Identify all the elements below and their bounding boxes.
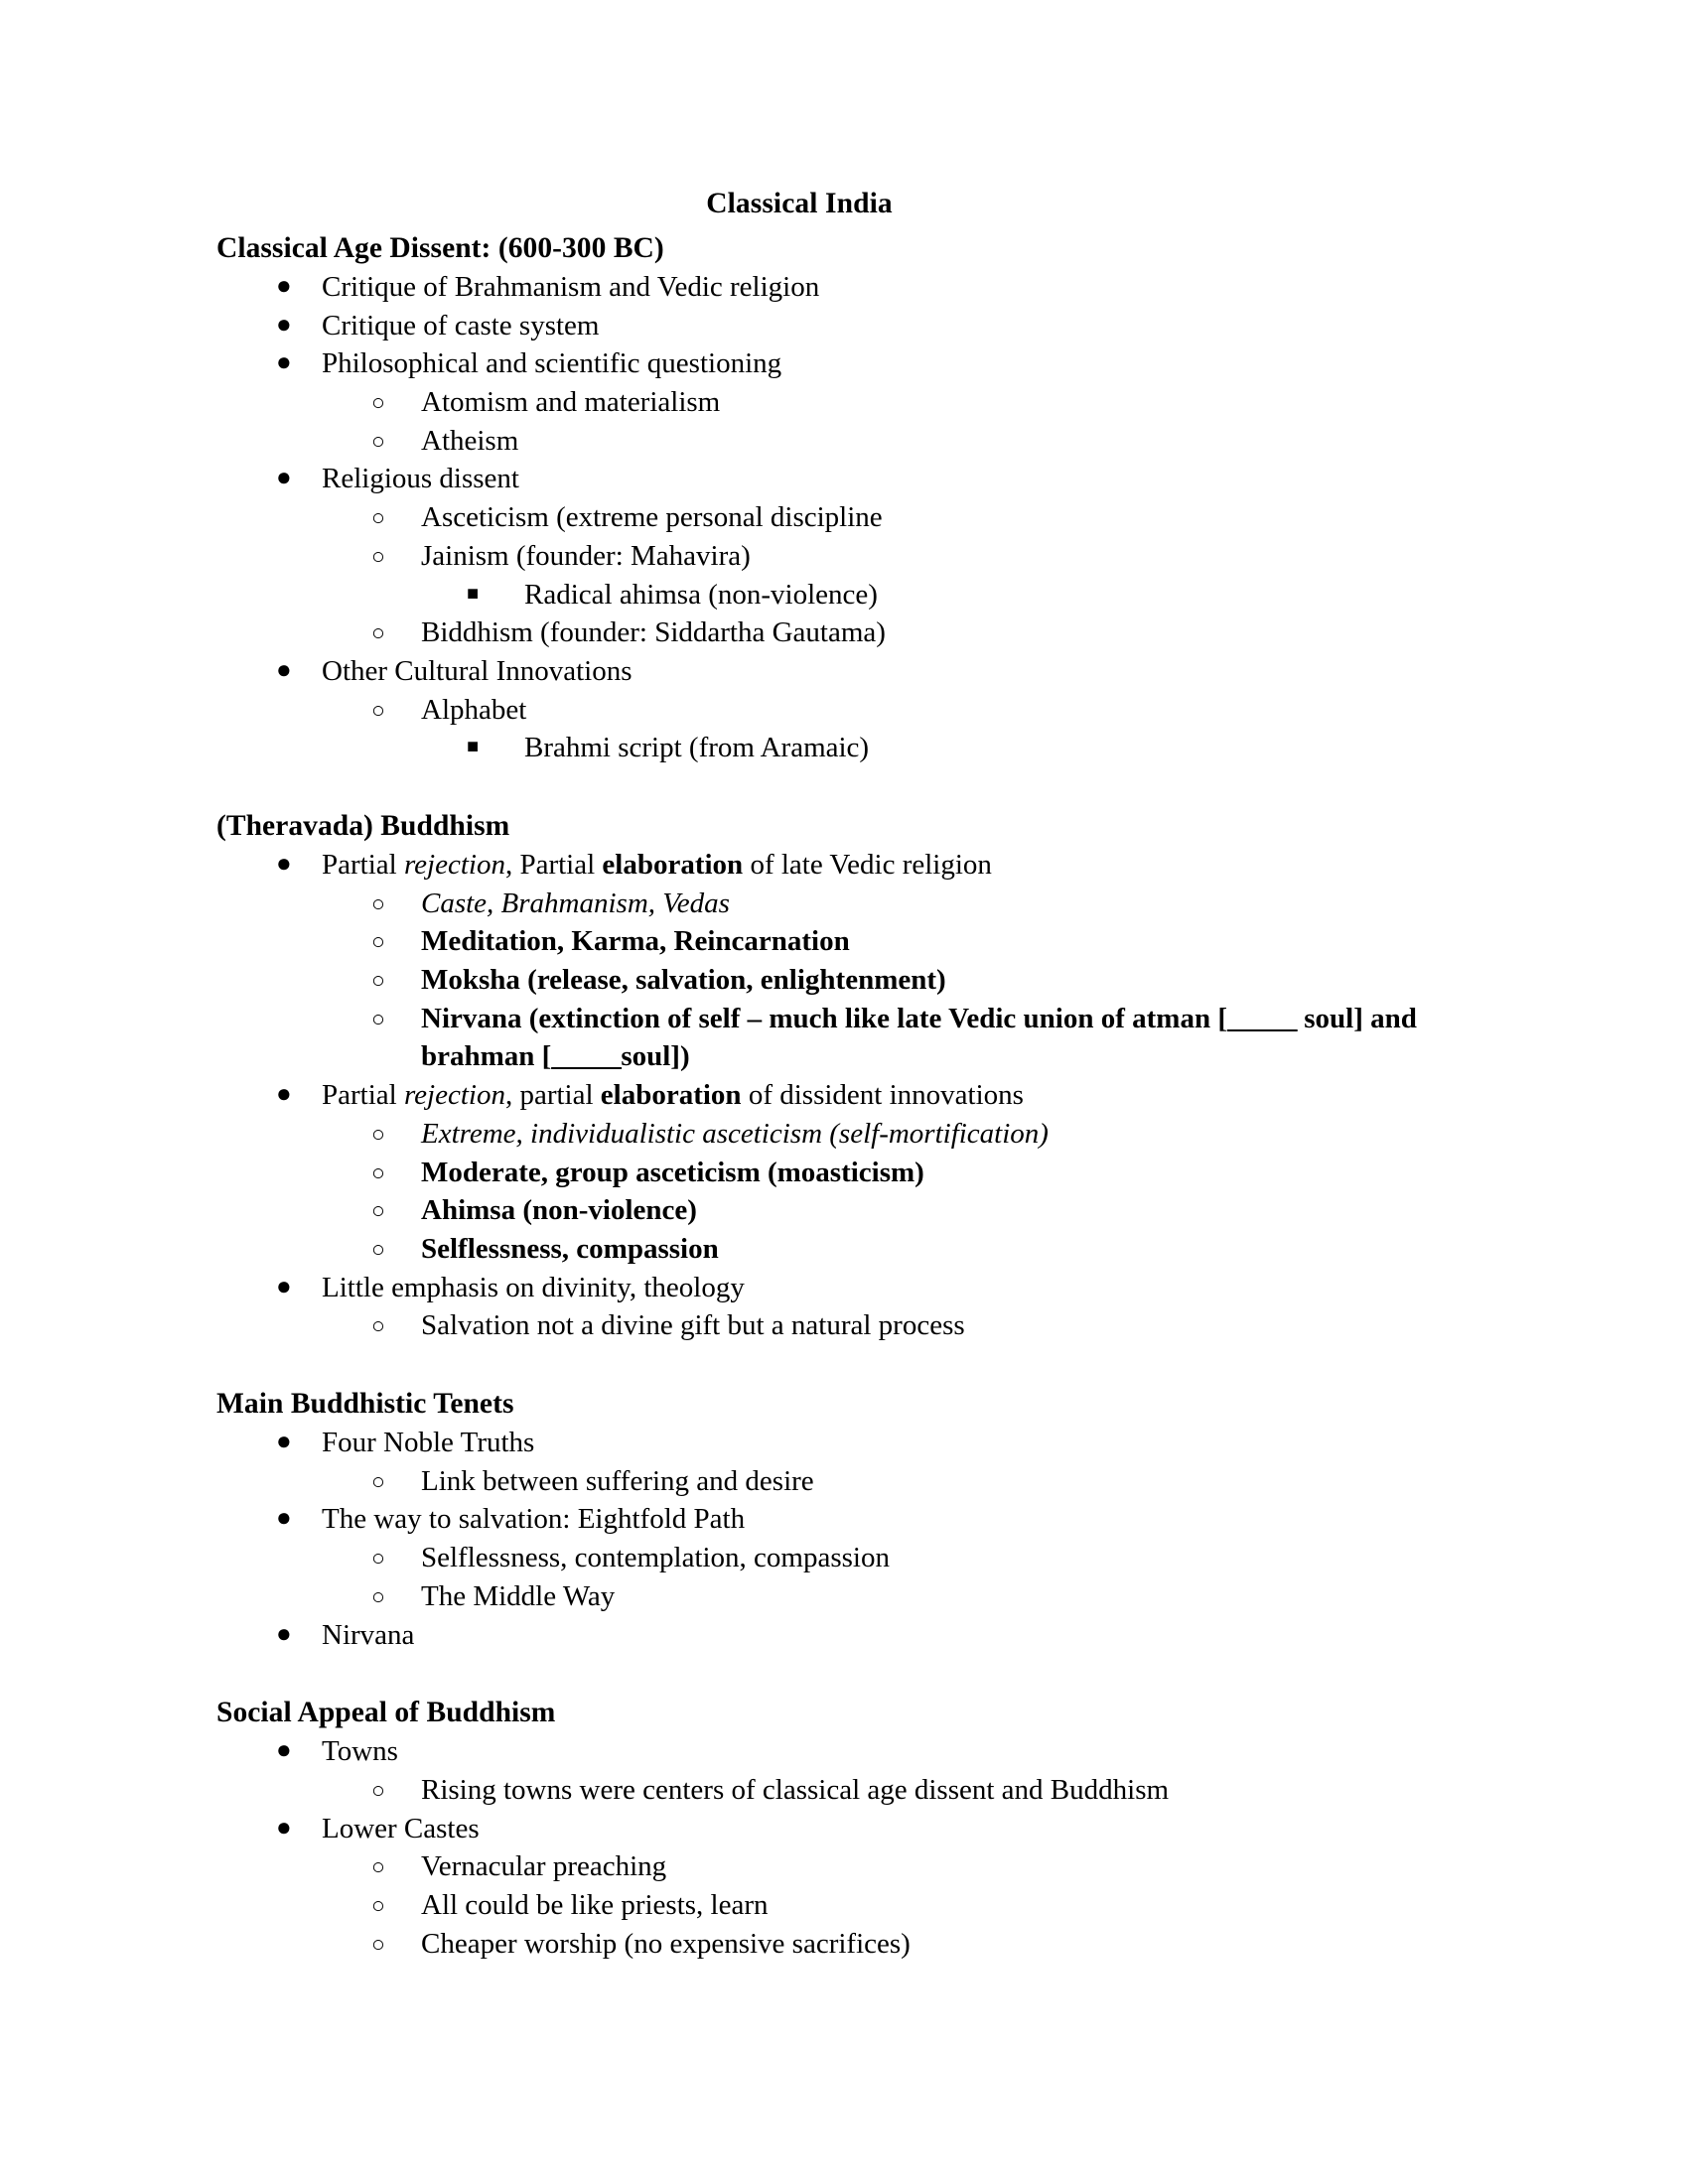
item-text: Religious dissent xyxy=(322,463,519,495)
outline-item-text xyxy=(421,616,886,648)
circle-bullet-icon: ○ xyxy=(371,697,385,723)
item-text: Selflessness, contemplation, compassion xyxy=(421,1542,890,1574)
item-text: Nirvana xyxy=(322,1618,415,1651)
text-run: _____ xyxy=(1227,1002,1297,1034)
outline-item-row xyxy=(216,1115,1499,1154)
circle-bullet-icon: ○ xyxy=(371,1854,385,1880)
outline-item-text xyxy=(322,310,599,341)
outline-item-text xyxy=(322,347,781,379)
disc-bullet-icon: ● xyxy=(276,1079,292,1109)
disc-bullet-icon: ● xyxy=(276,1427,292,1456)
outline-item-text xyxy=(421,1774,1169,1806)
item-text: Biddhism (founder: Siddartha Gautama) xyxy=(421,616,886,649)
outline-list-level-3 xyxy=(216,576,1499,614)
outline-list-level-2 xyxy=(216,498,1499,652)
outline-item-row xyxy=(216,729,1499,767)
disc-bullet-icon: ● xyxy=(276,848,292,878)
outline-item-text xyxy=(421,1928,911,1960)
item-text: Jainism (founder: Mahavira) xyxy=(421,539,751,572)
text-run: elaboration xyxy=(602,848,744,881)
outline-item xyxy=(216,1000,1499,1076)
outline-item xyxy=(216,729,1499,767)
text-run: , Partial xyxy=(504,848,603,881)
outline-item-row xyxy=(216,1500,1499,1539)
outline-item xyxy=(216,1539,1499,1577)
document-body xyxy=(189,185,1499,1963)
text-run: of dissident innovations xyxy=(741,1079,1024,1112)
item-text: Ahimsa (non-violence) xyxy=(421,1194,697,1227)
outline-item-row xyxy=(216,576,1499,614)
outline-item-text xyxy=(421,1850,666,1882)
section-spacer xyxy=(216,1345,1499,1385)
outline-item-row xyxy=(216,614,1499,652)
section-heading: Main Buddhistic Tenets xyxy=(216,1388,514,1421)
circle-bullet-icon: ○ xyxy=(371,1121,385,1147)
outline-item xyxy=(216,922,1499,961)
item-text: Moksha (release, salvation, enlightenment) xyxy=(421,964,946,997)
outline-item-text xyxy=(322,655,633,687)
outline-item-row xyxy=(216,1462,1499,1501)
text-run: _____ xyxy=(551,1040,622,1073)
outline-item xyxy=(216,576,1499,614)
outline-item xyxy=(216,1886,1499,1925)
text-run: soul] and brahman [ xyxy=(421,1002,1417,1073)
disc-bullet-icon: ● xyxy=(276,463,292,492)
outline-item-text xyxy=(322,1735,398,1767)
outline-item-text xyxy=(322,1813,480,1844)
disc-bullet-icon: ● xyxy=(276,270,292,300)
circle-bullet-icon: ○ xyxy=(371,505,385,531)
section-heading: (Theravada) Buddhism xyxy=(216,810,510,843)
disc-bullet-icon: ● xyxy=(276,1735,292,1765)
disc-bullet-icon: ● xyxy=(276,1812,292,1842)
outline-item-row xyxy=(216,344,1499,383)
outline-item-row xyxy=(216,1847,1499,1886)
item-text: Four Noble Truths xyxy=(322,1427,535,1459)
item-text: Selflessness, compassion xyxy=(421,1232,719,1265)
outline-list-level-2 xyxy=(216,1462,1499,1501)
circle-bullet-icon: ○ xyxy=(371,543,385,569)
outline-item-row xyxy=(216,922,1499,961)
outline-list-level-1 xyxy=(216,846,1499,1345)
outline-item-row xyxy=(216,1076,1499,1115)
item-text: Salvation not a divine gift but a natural process xyxy=(421,1309,965,1342)
circle-bullet-icon: ○ xyxy=(371,1236,385,1262)
circle-bullet-icon: ○ xyxy=(371,1006,385,1031)
item-text: Alphabet xyxy=(421,693,527,726)
outline-list-level-1 xyxy=(216,268,1499,767)
text-run: Partial xyxy=(322,1079,404,1112)
item-text: Rising towns were centers of classical age dissent and Buddhism xyxy=(421,1773,1170,1806)
outline-item-row xyxy=(216,1732,1499,1771)
item-text: Radical ahimsa (non-violence) xyxy=(524,578,878,611)
outline-item-text xyxy=(421,386,720,418)
outline-item xyxy=(216,1810,1499,1848)
circle-bullet-icon: ○ xyxy=(371,929,385,955)
circle-bullet-icon: ○ xyxy=(371,1777,385,1803)
outline-item xyxy=(216,846,1499,885)
outline-item xyxy=(216,537,1499,576)
outline-list-level-2 xyxy=(216,885,1499,1077)
circle-bullet-icon: ○ xyxy=(371,1583,385,1609)
item-text: Moderate, group asceticism (moasticism) xyxy=(421,1156,924,1188)
outline-item-text xyxy=(322,1619,414,1651)
outline-item-row xyxy=(216,1230,1499,1269)
sections-container xyxy=(216,229,1499,1963)
outline-item xyxy=(216,1191,1499,1230)
item-text: Brahmi script (from Aramaic) xyxy=(524,732,870,764)
circle-bullet-icon: ○ xyxy=(371,890,385,916)
outline-item-text xyxy=(421,1233,719,1265)
outline-item-row xyxy=(216,1154,1499,1192)
outline-item-text xyxy=(421,887,730,919)
outline-item xyxy=(216,1154,1499,1192)
outline-item-text xyxy=(421,1309,965,1341)
disc-bullet-icon: ● xyxy=(276,1618,292,1648)
outline-item xyxy=(216,1269,1499,1307)
circle-bullet-icon: ○ xyxy=(371,1313,385,1339)
item-text: Towns xyxy=(322,1735,398,1768)
outline-item-text xyxy=(322,271,819,303)
circle-bullet-icon: ○ xyxy=(371,1546,385,1571)
disc-bullet-icon: ● xyxy=(276,347,292,377)
outline-item-row xyxy=(216,885,1499,923)
text-run: of late Vedic religion xyxy=(743,848,992,881)
circle-bullet-icon: ○ xyxy=(371,1893,385,1918)
outline-item-text xyxy=(322,463,519,494)
outline-item xyxy=(216,1847,1499,1886)
item-text: Vernacular preaching xyxy=(421,1850,667,1883)
outline-item xyxy=(216,1424,1499,1462)
outline-item-row xyxy=(216,1810,1499,1848)
outline-item-text xyxy=(322,1503,745,1535)
outline-item xyxy=(216,1925,1499,1964)
outline-item-row xyxy=(216,460,1499,498)
item-text: Caste, Brahmanism, Vedas xyxy=(421,887,730,919)
disc-bullet-icon: ● xyxy=(276,1271,292,1300)
text-run: rejection xyxy=(403,1079,505,1112)
outline-item-text xyxy=(421,925,850,957)
outline-item-row xyxy=(216,1424,1499,1462)
section-spacer xyxy=(216,1654,1499,1694)
circle-bullet-icon: ○ xyxy=(371,428,385,454)
outline-list-level-2 xyxy=(216,1539,1499,1615)
outline-item-row xyxy=(216,1616,1499,1655)
outline-item xyxy=(216,1462,1499,1501)
item-text: Critique of caste system xyxy=(322,309,600,341)
outline-item xyxy=(216,1577,1499,1616)
outline-item xyxy=(216,652,1499,691)
outline-item-text xyxy=(322,1079,1024,1111)
outline-item xyxy=(216,307,1499,345)
outline-item-text xyxy=(421,1003,1417,1073)
outline-item-text xyxy=(421,1889,769,1921)
item-text: Other Cultural Innovations xyxy=(322,654,633,687)
outline-item xyxy=(216,1230,1499,1269)
outline-item-row xyxy=(216,1191,1499,1230)
text-run: rejection xyxy=(403,848,505,881)
text-run: Nirvana (extinction of self – much like late Vedic union of atman [ xyxy=(421,1002,1227,1034)
item-text: Atheism xyxy=(421,424,519,457)
outline-item xyxy=(216,885,1499,923)
outline-item-row xyxy=(216,498,1499,537)
outline-item xyxy=(216,614,1499,652)
outline-item-text xyxy=(524,732,869,763)
circle-bullet-icon: ○ xyxy=(371,620,385,646)
outline-item xyxy=(216,961,1499,1000)
outline-item-row xyxy=(216,422,1499,461)
item-text: Extreme, individualistic asceticism (self-mortification) xyxy=(421,1117,1049,1150)
section-heading: Social Appeal of Buddhism xyxy=(216,1697,556,1729)
text-run: soul]) xyxy=(621,1040,690,1073)
item-text: Cheaper worship (no expensive sacrifices) xyxy=(421,1927,911,1960)
item-text: All could be like priests, learn xyxy=(421,1889,769,1921)
outline-item xyxy=(216,268,1499,307)
outline-item xyxy=(216,383,1499,422)
circle-bullet-icon: ○ xyxy=(371,389,385,415)
outline-item-text xyxy=(421,501,883,533)
outline-item-row xyxy=(216,1269,1499,1307)
outline-item-row xyxy=(216,383,1499,422)
outline-item xyxy=(216,1771,1499,1810)
outline-item-row xyxy=(216,652,1499,691)
item-text: Meditation, Karma, Reincarnation xyxy=(421,925,850,958)
outline-item-text xyxy=(524,579,878,611)
outline-item-text xyxy=(421,540,751,572)
item-text: The way to salvation: Eightfold Path xyxy=(322,1503,746,1536)
outline-item-row xyxy=(216,1306,1499,1345)
outline-item-text xyxy=(421,1157,924,1188)
outline-item-text xyxy=(421,1580,615,1612)
outline-item xyxy=(216,460,1499,498)
outline-item xyxy=(216,1076,1499,1115)
item-text: Critique of Brahmanism and Vedic religion xyxy=(322,270,820,303)
outline-list-level-2 xyxy=(216,691,1499,767)
outline-item xyxy=(216,1115,1499,1154)
item-text: Asceticism (extreme personal discipline xyxy=(421,501,883,534)
circle-bullet-icon: ○ xyxy=(371,1468,385,1494)
text-run: Partial xyxy=(322,848,404,881)
outline-list-level-2 xyxy=(216,1306,1499,1345)
item-text: The Middle Way xyxy=(421,1579,616,1612)
outline-item-text xyxy=(322,1272,745,1303)
outline-item-text xyxy=(421,694,526,726)
item-text: Philosophical and scientific questioning xyxy=(322,347,782,380)
disc-bullet-icon: ● xyxy=(276,654,292,684)
outline-item-row xyxy=(216,846,1499,885)
outline-item-text xyxy=(421,964,946,996)
outline-item-text xyxy=(322,1427,534,1458)
outline-list-level-2 xyxy=(216,1115,1499,1269)
item-text: Lower Castes xyxy=(322,1812,480,1844)
outline-item-text xyxy=(421,425,518,457)
outline-item-row xyxy=(216,691,1499,730)
circle-bullet-icon: ○ xyxy=(371,968,385,994)
outline-item-row xyxy=(216,961,1499,1000)
outline-item-text xyxy=(322,849,992,881)
square-bullet-icon: ■ xyxy=(467,582,480,605)
outline-item-row xyxy=(216,1539,1499,1577)
outline-list-level-2 xyxy=(216,1847,1499,1963)
outline-item-text xyxy=(421,1118,1049,1150)
outline-item-row xyxy=(216,1771,1499,1810)
outline-item-row xyxy=(216,537,1499,576)
outline-list-level-2 xyxy=(216,383,1499,460)
outline-list-level-1 xyxy=(216,1732,1499,1963)
outline-list-level-2 xyxy=(216,1771,1499,1810)
outline-list-level-3 xyxy=(216,729,1499,767)
outline-item-row xyxy=(216,1886,1499,1925)
outline-item-row xyxy=(216,307,1499,345)
outline-item-row xyxy=(216,1577,1499,1616)
section-spacer xyxy=(216,767,1499,807)
outline-item-text xyxy=(421,1542,890,1573)
outline-item xyxy=(216,1306,1499,1345)
circle-bullet-icon: ○ xyxy=(371,1160,385,1185)
circle-bullet-icon: ○ xyxy=(371,1198,385,1224)
page-title: Classical India xyxy=(706,188,893,219)
outline-item-row xyxy=(216,1925,1499,1964)
disc-bullet-icon: ● xyxy=(276,309,292,339)
section-heading: Classical Age Dissent: (600-300 BC) xyxy=(216,231,664,264)
outline-item-row xyxy=(216,268,1499,307)
item-text: Link between suffering and desire xyxy=(421,1464,814,1497)
outline-item xyxy=(216,691,1499,730)
outline-item xyxy=(216,344,1499,383)
outline-item xyxy=(216,498,1499,537)
circle-bullet-icon: ○ xyxy=(371,1931,385,1957)
outline-list-level-1 xyxy=(216,1424,1499,1654)
outline-item xyxy=(216,1500,1499,1539)
outline-item xyxy=(216,1616,1499,1655)
outline-item-text xyxy=(421,1194,697,1226)
outline-item-row xyxy=(216,1000,1499,1076)
text-run: elaboration xyxy=(600,1079,742,1112)
item-text: Atomism and materialism xyxy=(421,385,721,418)
item-text: Little emphasis on divinity, theology xyxy=(322,1271,745,1303)
disc-bullet-icon: ● xyxy=(276,1503,292,1533)
square-bullet-icon: ■ xyxy=(467,736,480,758)
outline-item xyxy=(216,1732,1499,1771)
outline-item-text xyxy=(421,1465,814,1497)
outline-item xyxy=(216,422,1499,461)
text-run: , partial xyxy=(504,1079,601,1112)
